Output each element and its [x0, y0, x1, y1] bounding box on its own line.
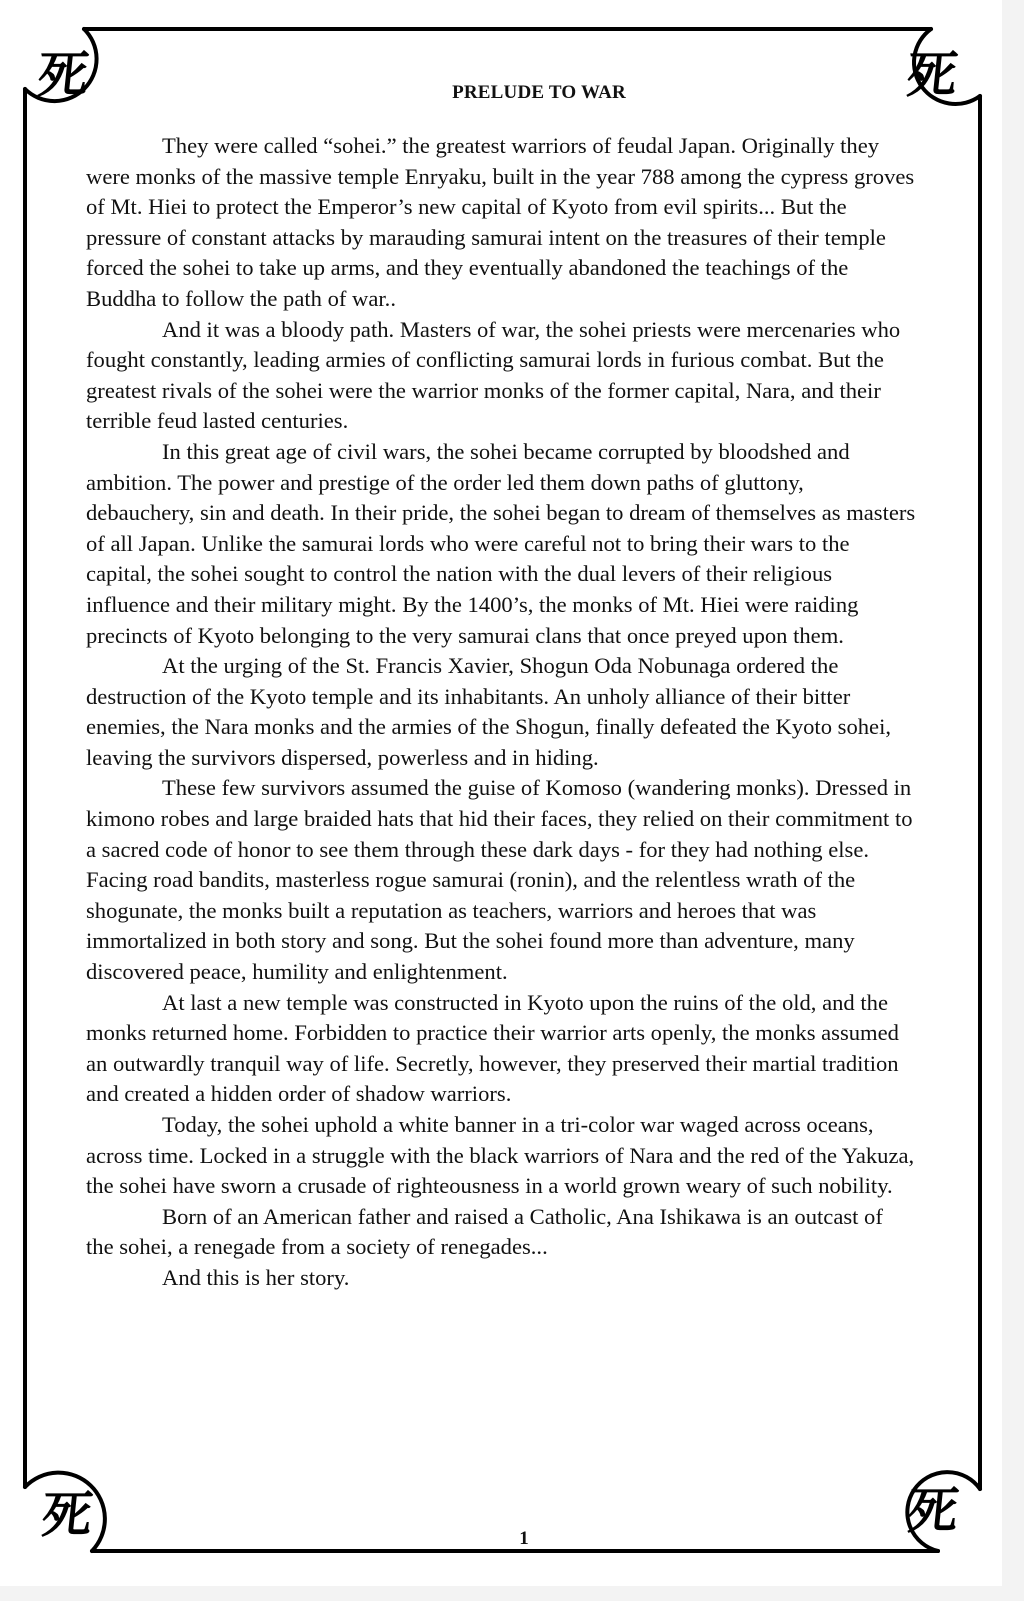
body-text [86, 131, 916, 1294]
kanji-death-seal-icon: 死 [903, 46, 961, 104]
paragraph: Today, the sohei uphold a white banner in a tri-color war waged across oceans, across time. Locked in a struggle with the black warriors of Nara and the red of the Yakuza, the sohei have sworn a crusade of righteousness in a world grown weary of such nobility. [86, 1112, 915, 1199]
kanji-death-seal-icon: 死 [34, 46, 92, 104]
paragraph: Born of an American father and raised a Catholic, Ana Ishikawa is an outcast of the sohei, a renegade from a society of renegades... [86, 1203, 883, 1260]
paragraph: In this great age of civil wars, the sohei became corrupted by bloodshed and ambition. The power and prestige of the order led them down paths of gluttony, debauchery, sin and death. In their pride, the sohei began to dream of themselves as masters of all Japan. Unlike the samurai lords who were careful not to bring their wars to the capital, the sohei sought to control the nation with the dual levers of their religious influence and their military might. By the 1400’s, the monks of Mt. Hiei were raiding precincts of Kyoto belonging to the very samurai clans that once preyed upon them. [86, 438, 916, 648]
kanji-death-seal-icon: 死 [904, 1482, 962, 1540]
paragraph: These few survivors assumed the guise of Komoso (wandering monks). Dressed in kimono robes and large braided hats that hid their faces, they relied on their commitment to a sacred code of honor to see them through these dark days - for they had nothing else. Facing road bandits, masterless rogue samurai (ronin), and the relentless wrath of the shogunate, the monks built a reputation as teachers, warriors and heroes that was immortalized in both story and song. But the sohei found more than adventure, many discovered peace, humility and enlightenment. [86, 775, 913, 985]
paragraph: They were called “sohei.” the greatest warriors of feudal Japan. Originally they were monks of the massive temple Enryaku, built in the year 788 among the cypress groves of Mt. Hiei to protect the Emperor’s new capital of Kyoto from evil spirits... But the pressure of constant attacks by marauding samurai intent on the treasures of their temple forced the sohei to take up arms, and they eventually abandoned the teachings of the Buddha to follow the path of war.. [86, 133, 915, 311]
paragraph: At the urging of the St. Francis Xavier, Shogun Oda Nobunaga ordered the destruction of the Kyoto temple and its inhabitants. An unholy alliance of their bitter enemies, the Nara monks and the armies of the Shogun, finally defeated the Kyoto sohei, leaving the survivors dispersed, powerless and in hiding. [86, 653, 891, 770]
paragraph: And this is her story. [162, 1264, 350, 1290]
page-number: 1 [519, 1528, 529, 1549]
paragraph: And it was a bloody path. Masters of war, the sohei priests were mercenaries who fought constantly, leading armies of conflicting samurai lords in furious combat. But the greatest rivals of the sohei were the warrior monks of the former capital, Nara, and their terrible feud lasted centuries. [86, 316, 901, 434]
paragraph: At last a new temple was constructed in Kyoto upon the ruins of the old, and the monks returned home. Forbidden to practice their warrior arts openly, the monks assumed an outwardly tranquil way of life. Secretly, however, they preserved their martial tradition and created a hidden order of shadow warriors. [86, 989, 899, 1107]
kanji-death-seal-icon: 死 [38, 1486, 96, 1544]
page-title: PRELUDE TO WAR [452, 82, 626, 103]
